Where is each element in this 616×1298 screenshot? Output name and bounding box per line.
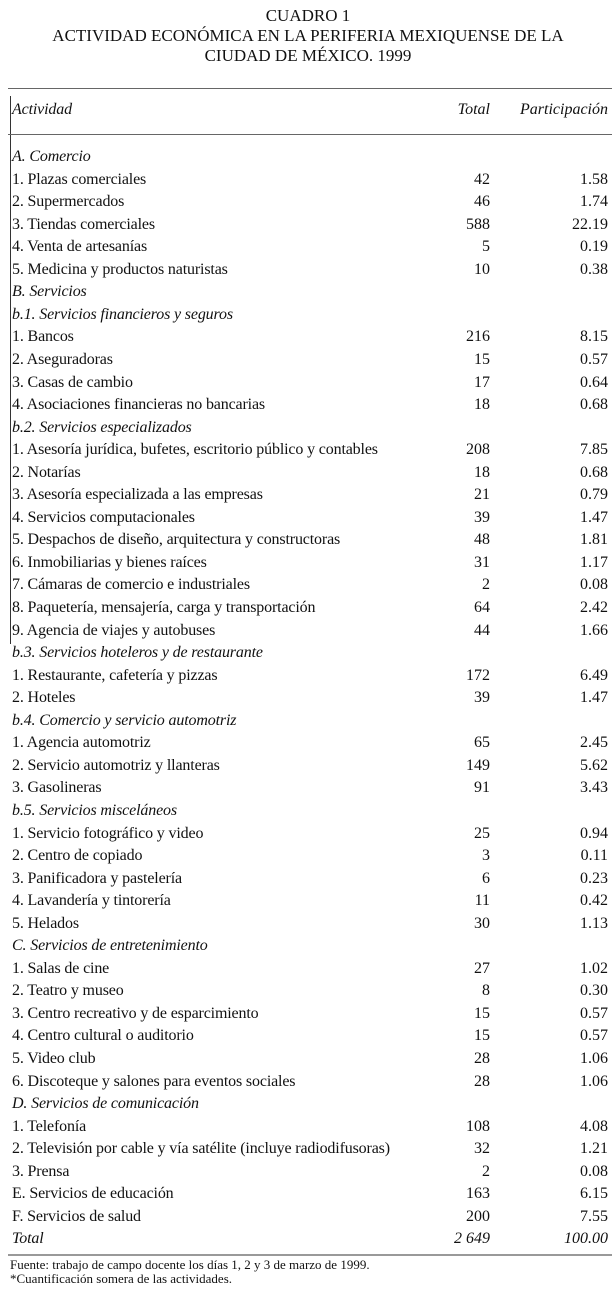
row-label: 5. Medicina y productos naturistas: [12, 260, 228, 278]
row-label: 4. Centro cultural o auditorio: [12, 1027, 194, 1045]
table-row: [12, 1071, 610, 1093]
row-participacion: 0.19: [580, 238, 608, 256]
row-participacion: 1.13: [580, 914, 608, 932]
header-total: Total: [457, 101, 490, 118]
row-participacion: 0.64: [580, 373, 608, 391]
table-row: [12, 755, 610, 777]
row-total: 18: [474, 396, 490, 414]
table-row: [12, 394, 610, 416]
row-participacion: 6.15: [580, 1185, 608, 1203]
row-total: 17: [474, 373, 490, 391]
row-label: 1. Bancos: [12, 328, 74, 346]
table-row: [12, 574, 610, 596]
section-heading-row: [12, 710, 610, 732]
table-row: [12, 1206, 610, 1228]
row-label: B. Servicios: [12, 283, 87, 301]
row-participacion: 5.62: [580, 756, 608, 774]
table-row: [12, 191, 610, 213]
table-row: [12, 236, 610, 258]
row-total: 5: [482, 238, 490, 256]
table-row: [12, 777, 610, 799]
row-label: 2. Aseguradoras: [12, 350, 113, 368]
row-total: 28: [474, 1050, 490, 1067]
table-row: [12, 326, 610, 348]
row-participacion: 2.42: [580, 599, 608, 616]
row-label: Total: [12, 1230, 44, 1248]
row-participacion: 2.45: [580, 734, 608, 752]
table-title: [0, 6, 616, 66]
row-participacion: 1.02: [580, 959, 608, 977]
row-label: 7. Cámaras de comercio e industriales: [12, 576, 250, 594]
section-heading-row: [12, 146, 610, 168]
row-label: 3. Gasolineras: [12, 779, 102, 797]
row-participacion: 4.08: [580, 1117, 608, 1135]
row-label: 3. Centro recreativo y de esparcimiento: [12, 1004, 259, 1022]
row-total: 48: [474, 531, 490, 549]
table-row: [12, 169, 610, 191]
row-participacion: 1.58: [580, 170, 608, 188]
row-total: 21: [474, 486, 490, 504]
table-row: [12, 439, 610, 461]
row-participacion: 0.68: [580, 463, 608, 481]
row-total: 149: [466, 756, 490, 774]
row-total: 15: [474, 1004, 490, 1022]
row-total: 8: [482, 982, 490, 1000]
row-participacion: 0.30: [580, 982, 608, 1000]
row-total: 2: [482, 576, 490, 594]
table-row: [12, 1048, 610, 1070]
row-total: 216: [466, 328, 490, 346]
row-label: 1. Servicio fotográfico y video: [12, 824, 204, 842]
row-total: 25: [474, 824, 490, 842]
row-total: 163: [466, 1185, 490, 1203]
section-heading-row: [12, 304, 610, 326]
row-label: 2. Centro de copiado: [12, 847, 143, 865]
row-label: 5. Video club: [12, 1050, 96, 1067]
section-heading-row: [12, 642, 610, 664]
row-total: 11: [474, 892, 490, 910]
title-line: ACTIVIDAD ECONÓMICA EN LA PERIFERIA MEXIQUENSE DE LA: [52, 26, 564, 45]
row-participacion: 0.08: [580, 576, 608, 594]
row-label: b.2. Servicios especializados: [12, 418, 192, 436]
table-row: [12, 890, 610, 912]
table-row: [12, 913, 610, 935]
title-line: CIUDAD DE MÉXICO. 1999: [204, 46, 412, 65]
row-participacion: 0.94: [580, 824, 608, 842]
row-participacion: 7.85: [580, 441, 608, 459]
row-total: 39: [474, 689, 490, 707]
row-total: 46: [474, 193, 490, 211]
row-total: 3: [482, 847, 490, 865]
row-total: 27: [474, 959, 490, 977]
table-row: [12, 1003, 610, 1025]
table-row: [12, 665, 610, 687]
table-row: [12, 372, 610, 394]
row-participacion: 1.17: [580, 553, 608, 571]
row-participacion: 0.68: [580, 396, 608, 414]
row-label: 3. Asesoría especializada a las empresas: [12, 486, 263, 504]
row-participacion: 3.43: [580, 779, 608, 797]
table-row: [12, 484, 610, 506]
row-total: 108: [466, 1117, 490, 1135]
row-label: 2. Televisión por cable y vía satélite (incluye radiodifusoras): [12, 1140, 390, 1158]
bottom-rule: [8, 1254, 612, 1256]
row-total: 10: [474, 260, 490, 278]
row-label: b.3. Servicios hoteleros y de restaurante: [12, 644, 263, 662]
table-row: [12, 845, 610, 867]
row-participacion: 1.81: [580, 531, 608, 549]
table-row: [12, 349, 610, 371]
row-participacion: 0.79: [580, 486, 608, 504]
row-label: 1. Agencia automotriz: [12, 734, 151, 752]
row-participacion: 0.38: [580, 260, 608, 278]
row-participacion: 1.06: [580, 1050, 608, 1067]
row-label: 6. Discoteque y salones para eventos sociales: [12, 1072, 296, 1090]
section-heading-row: [12, 935, 610, 957]
table-row: [12, 462, 610, 484]
row-label: 4. Lavandería y tintorería: [12, 892, 171, 910]
row-label: 5. Helados: [12, 914, 79, 932]
table-row: [12, 823, 610, 845]
table-header: [12, 101, 610, 123]
row-participacion: 0.57: [580, 350, 608, 368]
row-label: b.1. Servicios financieros y seguros: [12, 305, 233, 323]
row-label: 2. Servicio automotriz y llanteras: [12, 756, 220, 774]
row-label: b.4. Comercio y servicio automotriz: [12, 711, 237, 729]
row-label: 3. Casas de cambio: [12, 373, 133, 391]
row-total: 32: [474, 1140, 490, 1158]
row-label: 1. Restaurante, cafetería y pizzas: [12, 666, 218, 684]
row-participacion: 1.47: [580, 689, 608, 707]
row-total: 200: [466, 1207, 490, 1225]
row-label: 3. Tiendas comerciales: [12, 215, 155, 233]
row-participacion: 1.66: [580, 621, 608, 639]
row-label: 3. Panificadora y pastelería: [12, 869, 182, 887]
row-total: 65: [474, 734, 490, 752]
row-label: 6. Inmobiliarias y bienes raíces: [12, 553, 207, 571]
table-row: [12, 1116, 610, 1138]
left-rule: [10, 96, 11, 644]
table-row: [12, 1025, 610, 1047]
row-label: C. Servicios de entretenimiento: [12, 937, 208, 955]
table-row: [12, 529, 610, 551]
row-total: 91: [474, 779, 490, 797]
row-label: 2. Hoteles: [12, 689, 76, 707]
row-total: 6: [482, 869, 490, 887]
row-label: 1. Asesoría jurídica, bufetes, escritorio público y contables: [12, 441, 378, 459]
table-row: [12, 868, 610, 890]
row-total: 2 649: [454, 1230, 490, 1248]
row-total: 31: [474, 553, 490, 571]
row-label: F. Servicios de salud: [12, 1207, 141, 1225]
total-row: [12, 1228, 610, 1250]
table-row: [12, 597, 610, 619]
row-label: 4. Servicios computacionales: [12, 508, 195, 526]
row-label: 2. Supermercados: [12, 193, 125, 211]
row-total: 39: [474, 508, 490, 526]
row-total: 18: [474, 463, 490, 481]
row-label: 4. Asociaciones financieras no bancarias: [12, 396, 266, 414]
row-label: 1. Plazas comerciales: [12, 170, 147, 188]
row-participacion: 1.21: [580, 1140, 608, 1158]
row-participacion: 8.15: [580, 328, 608, 346]
row-participacion: 100.00: [564, 1230, 608, 1248]
row-participacion: 7.55: [580, 1207, 608, 1225]
table-row: [12, 980, 610, 1002]
row-total: 42: [474, 170, 490, 188]
table-row: [12, 1161, 610, 1183]
table-row: [12, 1183, 610, 1205]
section-heading-row: [12, 800, 610, 822]
row-total: 15: [474, 1027, 490, 1045]
row-participacion: 1.47: [580, 508, 608, 526]
section-heading-row: [12, 1093, 610, 1115]
table-row: [12, 507, 610, 529]
row-label: 4. Venta de artesanías: [12, 238, 148, 256]
row-participacion: 22.19: [572, 215, 608, 233]
row-label: 2. Teatro y museo: [12, 982, 124, 1000]
section-heading-row: [12, 281, 610, 303]
row-participacion: 0.11: [580, 847, 608, 865]
row-total: 28: [474, 1072, 490, 1090]
row-total: 588: [466, 215, 490, 233]
row-participacion: 0.08: [580, 1162, 608, 1180]
table-row: [12, 687, 610, 709]
row-total: 208: [466, 441, 490, 459]
row-participacion: 0.23: [580, 869, 608, 887]
row-total: 172: [466, 666, 490, 684]
row-total: 64: [474, 599, 490, 616]
table-row: [12, 1138, 610, 1160]
row-participacion: 0.57: [580, 1027, 608, 1045]
row-label: E. Servicios de educación: [12, 1185, 174, 1203]
row-total: 30: [474, 914, 490, 932]
top-rule: [8, 88, 612, 89]
table-row: [12, 214, 610, 236]
row-participacion: 1.06: [580, 1072, 608, 1090]
row-participacion: 0.42: [580, 892, 608, 910]
table-number: CUADRO 1: [265, 6, 351, 25]
row-participacion: 0.57: [580, 1004, 608, 1022]
row-label: b.5. Servicios misceláneos: [12, 801, 177, 819]
row-label: 3. Prensa: [12, 1162, 70, 1180]
row-label: 1. Telefonía: [12, 1117, 87, 1135]
row-label: 5. Despachos de diseño, arquitectura y constructoras: [12, 531, 341, 549]
header-actividad: Actividad: [12, 101, 72, 118]
row-total: 15: [474, 350, 490, 368]
row-total: 44: [474, 621, 490, 639]
row-total: 2: [482, 1162, 490, 1180]
table-row: [12, 620, 610, 642]
row-participacion: 6.49: [580, 666, 608, 684]
table-row: [12, 259, 610, 281]
table-row: [12, 958, 610, 980]
row-label: 9. Agencia de viajes y autobuses: [12, 621, 216, 639]
row-label: 1. Salas de cine: [12, 959, 110, 977]
row-participacion: 1.74: [580, 193, 608, 211]
header-participacion: Participación: [520, 101, 608, 118]
row-label: D. Servicios de comunicación: [12, 1095, 199, 1113]
row-label: 2. Notarías: [12, 463, 81, 481]
row-label: A. Comercio: [12, 148, 91, 165]
table-row: [12, 552, 610, 574]
section-heading-row: [12, 417, 610, 439]
footer-note: *Cuantificación somera de las actividades.: [10, 1271, 233, 1286]
header-rule: [8, 134, 612, 135]
table-row: [12, 732, 610, 754]
row-label: 8. Paquetería, mensajería, carga y transportación: [12, 599, 316, 616]
footer-source: Fuente: trabajo de campo docente los días 1, 2 y 3 de marzo de 1999.: [10, 1257, 370, 1272]
